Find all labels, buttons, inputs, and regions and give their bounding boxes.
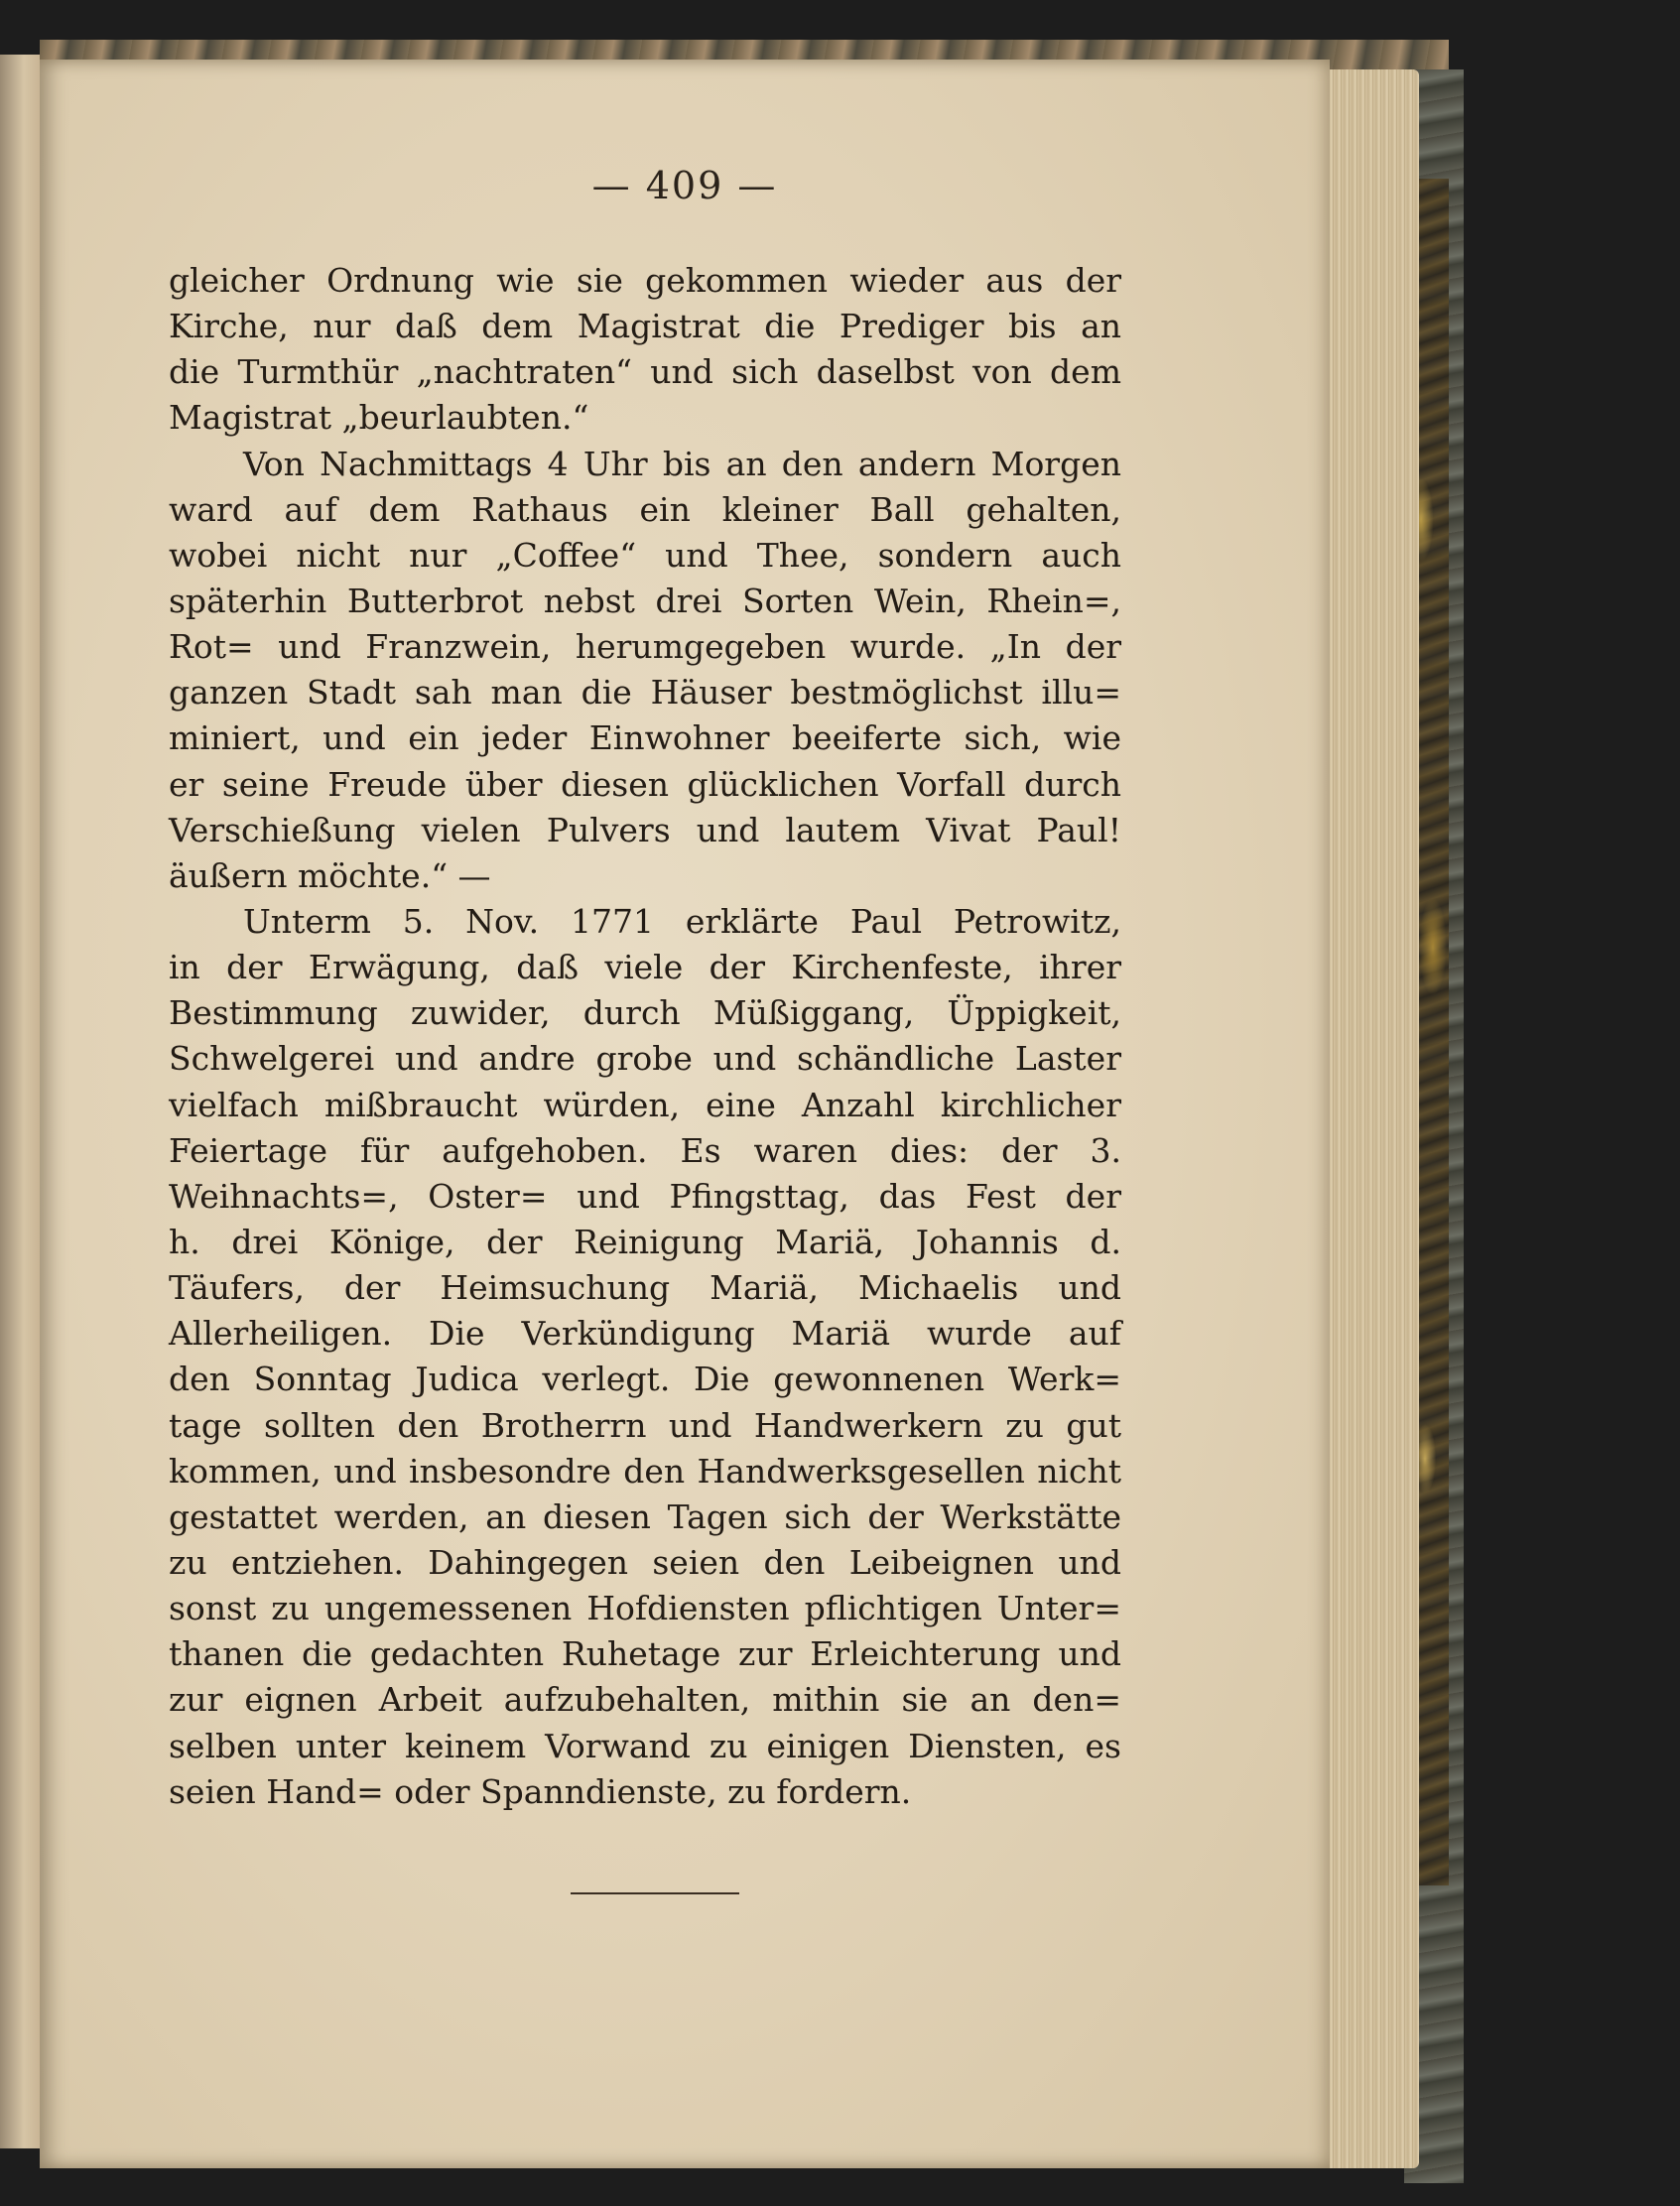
text-line: Schwelgerei und andre grobe und schändliche Laster	[169, 1039, 1121, 1079]
text-line: vielfach mißbraucht würden, eine Anzahl kirchlicher	[169, 1085, 1121, 1124]
text-line: den Sonntag Judica verlegt. Die gewonnenen Werk=	[169, 1360, 1121, 1399]
text-line: zur eignen Arbeit aufzubehalten, mithin sie an den=	[169, 1680, 1121, 1720]
text-line: seien Hand= oder Spanndienste, zu fordern.	[169, 1771, 912, 1811]
text-line: Weihnachts=, Oster= und Pfingsttag, das Fest der	[169, 1176, 1121, 1216]
text-line: Allerheiligen. Die Verkündigung Mariä wurde auf	[169, 1314, 1121, 1354]
text-line: zu entziehen. Dahingegen seien den Leibeignen und	[169, 1542, 1121, 1582]
text-line: späterhin Butterbrot nebst drei Sorten Wein, Rhein=,	[169, 581, 1121, 620]
text-line: Magistrat „beurlaubten.“	[169, 398, 589, 438]
section-rule	[571, 1892, 739, 1894]
text-line: in der Erwägung, daß viele der Kirchenfeste, ihrer	[169, 948, 1121, 987]
text-line: gleicher Ordnung wie sie gekommen wieder aus der	[169, 261, 1121, 300]
text-line: Unterm 5. Nov. 1771 erklärte Paul Petrowitz,	[243, 901, 1121, 941]
text-line: sonst zu ungemessenen Hofdiensten pflichtigen Unter=	[169, 1589, 1121, 1628]
text-line: er seine Freude über diesen glücklichen Vorfall durch	[169, 764, 1121, 804]
text-line: Verschießung vielen Pulvers und lautem Vivat Paul!	[169, 810, 1121, 849]
text-line: Rot= und Franzwein, herumgegeben wurde. „In der	[169, 627, 1121, 667]
text-line: thanen die gedachten Ruhetage zur Erleichterung und	[169, 1634, 1121, 1674]
book-page	[40, 60, 1330, 2168]
text-line: ganzen Stadt sah man die Häuser bestmöglichst illu=	[169, 673, 1121, 713]
body-text	[169, 258, 1121, 1815]
text-line: wobei nicht nur „Coffee“ und Thee, sondern auch	[169, 535, 1121, 575]
text-line: Kirche, nur daß dem Magistrat die Prediger bis an	[169, 307, 1121, 346]
text-line: miniert, und ein jeder Einwohner beeiferte sich, wie	[169, 718, 1121, 758]
text-line: Täufers, der Heimsuchung Mariä, Michaelis und	[169, 1268, 1121, 1308]
text-line: tage sollten den Brotherrn und Handwerkern zu gut	[169, 1405, 1121, 1445]
text-line: gestattet werden, an diesen Tagen sich der Werkstätte	[169, 1496, 1121, 1536]
left-page-edge	[0, 55, 40, 2148]
text-line: Bestimmung zuwider, durch Müßiggang, Üppigkeit,	[169, 993, 1121, 1033]
text-line: die Turmthür „nachtraten“ und sich daselbst von dem	[169, 352, 1121, 392]
text-line: ward auf dem Rathaus ein kleiner Ball gehalten,	[169, 489, 1121, 529]
text-line: h. drei Könige, der Reinigung Mariä, Johannis d.	[169, 1222, 1121, 1261]
text-line: Feiertage für aufgehoben. Es waren dies: der 3.	[169, 1130, 1121, 1170]
page-number: — 409 —	[591, 164, 778, 207]
text-line: kommen, und insbesondre den Handwerksgesellen nicht	[169, 1451, 1121, 1491]
text-line: selben unter keinem Vorwand zu einigen Diensten, es	[169, 1726, 1121, 1765]
text-line: äußern möchte.“ —	[169, 855, 491, 895]
text-line: Von Nachmittags 4 Uhr bis an den andern Morgen	[243, 444, 1121, 483]
